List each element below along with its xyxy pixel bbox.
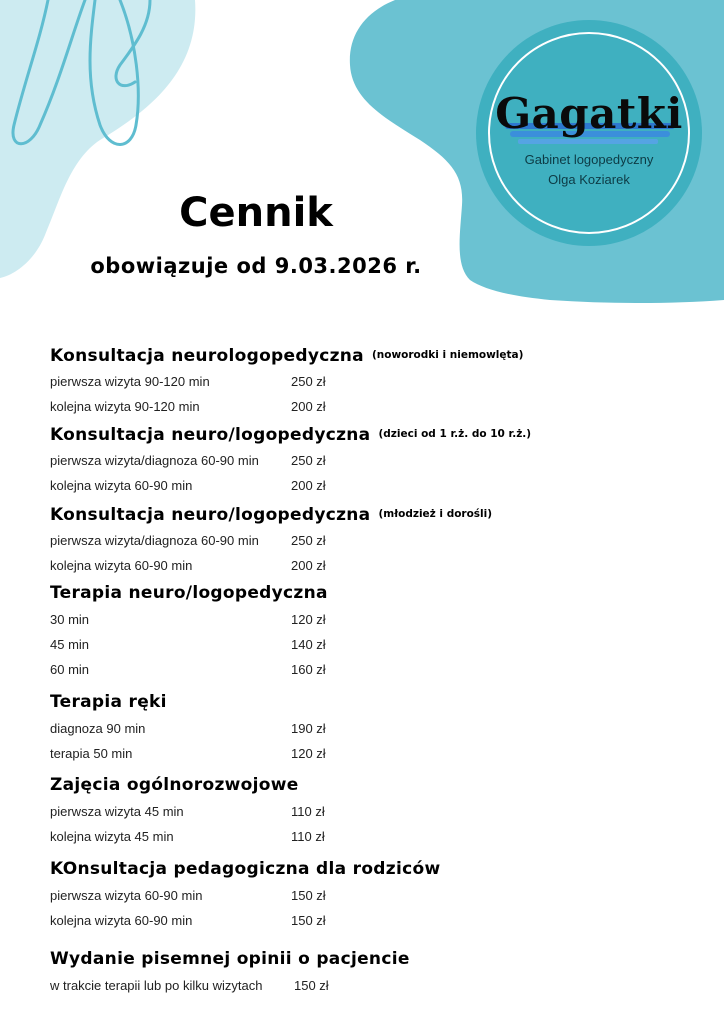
service-price: 110 zł bbox=[291, 804, 325, 819]
service-price: 200 zł bbox=[291, 399, 326, 414]
service-price: 140 zł bbox=[291, 637, 326, 652]
service-label: kolejna wizyta 45 min bbox=[50, 829, 174, 844]
logo-name: Gagatki bbox=[495, 89, 683, 138]
price-row bbox=[50, 448, 690, 473]
page-title: Cennik bbox=[179, 190, 333, 236]
logo-line1: Gabinet logopedyczny bbox=[524, 152, 654, 167]
price-row bbox=[50, 528, 690, 553]
section-note: (noworodki i niemowlęta) bbox=[371, 349, 524, 361]
price-row bbox=[50, 657, 690, 682]
service-price: 250 zł bbox=[291, 374, 326, 389]
price-section bbox=[50, 771, 690, 849]
service-label: pierwsza wizyta/diagnoza 60-90 min bbox=[50, 533, 259, 548]
price-row bbox=[50, 799, 690, 824]
price-row bbox=[50, 607, 690, 632]
service-price: 160 zł bbox=[291, 662, 326, 677]
service-price: 150 zł bbox=[291, 888, 326, 903]
section-heading bbox=[50, 688, 690, 716]
price-row bbox=[50, 473, 690, 498]
service-label: 60 min bbox=[50, 662, 90, 677]
price-section bbox=[50, 688, 690, 766]
service-price: 200 zł bbox=[291, 478, 326, 493]
section-title: Konsultacja neuro/logopedyczna bbox=[50, 425, 371, 445]
page-subtitle: obowiązuje od 9.03.2026 r. bbox=[90, 254, 422, 278]
section-title: Konsultacja neuro/logopedyczna bbox=[50, 505, 371, 525]
section-title: Terapia neuro/logopedyczna bbox=[50, 583, 328, 603]
section-title: KOnsultacja pedagogiczna dla rodziców bbox=[50, 859, 441, 879]
service-label: kolejna wizyta 60-90 min bbox=[50, 913, 193, 928]
service-label: w trakcie terapii lub po kilku wizytach bbox=[50, 978, 263, 993]
logo-line2: Olga Koziarek bbox=[548, 172, 630, 187]
price-section bbox=[50, 855, 690, 933]
service-label: kolejna wizyta 60-90 min bbox=[50, 478, 193, 493]
price-section bbox=[50, 420, 690, 498]
section-heading bbox=[50, 500, 690, 528]
service-label: pierwsza wizyta 45 min bbox=[50, 804, 184, 819]
service-price: 150 zł bbox=[294, 978, 329, 993]
section-heading bbox=[50, 341, 690, 369]
price-row bbox=[50, 716, 690, 741]
section-heading bbox=[50, 855, 690, 883]
service-label: pierwsza wizyta 60-90 min bbox=[50, 888, 203, 903]
price-row bbox=[50, 741, 690, 766]
price-section bbox=[50, 500, 690, 578]
section-title: Terapia ręki bbox=[50, 692, 167, 712]
section-note: (młodzież i dorośli) bbox=[378, 508, 493, 520]
service-label: 30 min bbox=[50, 612, 90, 627]
section-title: Zajęcia ogólnorozwojowe bbox=[50, 775, 299, 795]
price-row bbox=[50, 632, 690, 657]
price-row bbox=[50, 553, 690, 578]
price-row bbox=[50, 394, 690, 419]
service-price: 250 zł bbox=[291, 453, 326, 468]
service-price: 110 zł bbox=[291, 829, 325, 844]
price-section bbox=[50, 341, 690, 419]
service-price: 190 zł bbox=[291, 721, 326, 736]
price-row bbox=[50, 369, 690, 394]
section-heading bbox=[50, 420, 690, 448]
service-price: 120 zł bbox=[291, 746, 326, 761]
service-label: diagnoza 90 min bbox=[50, 721, 146, 736]
service-price: 120 zł bbox=[291, 612, 326, 627]
service-label: 45 min bbox=[50, 637, 90, 652]
section-heading bbox=[50, 945, 690, 973]
service-label: kolejna wizyta 60-90 min bbox=[50, 558, 193, 573]
service-price: 200 zł bbox=[291, 558, 326, 573]
service-price: 150 zł bbox=[291, 913, 326, 928]
price-row bbox=[50, 824, 690, 849]
section-title: Wydanie pisemnej opinii o pacjencie bbox=[50, 949, 410, 969]
service-price: 250 zł bbox=[291, 533, 326, 548]
price-row bbox=[50, 883, 690, 908]
service-label: pierwsza wizyta 90-120 min bbox=[50, 374, 210, 389]
price-section bbox=[50, 579, 690, 682]
price-row bbox=[50, 973, 690, 998]
section-note: (dzieci od 1 r.ż. do 10 r.ż.) bbox=[378, 428, 532, 440]
section-heading bbox=[50, 771, 690, 799]
section-heading bbox=[50, 579, 690, 607]
service-label: pierwsza wizyta/diagnoza 60-90 min bbox=[50, 453, 259, 468]
service-label: kolejna wizyta 90-120 min bbox=[50, 399, 200, 414]
service-label: terapia 50 min bbox=[50, 746, 133, 761]
price-section bbox=[50, 945, 690, 998]
section-title: Konsultacja neurologopedyczna bbox=[50, 346, 364, 366]
price-row bbox=[50, 908, 690, 933]
